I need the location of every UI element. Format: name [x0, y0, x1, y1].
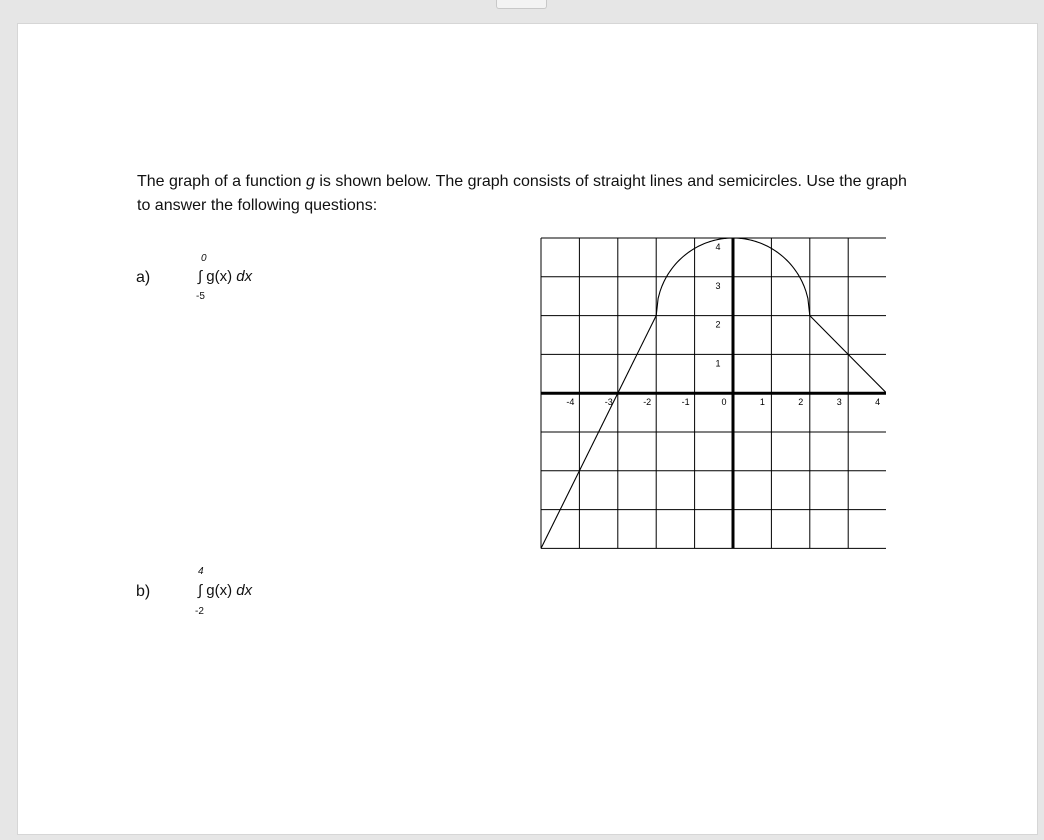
- question-b-upper-bound: 4: [198, 566, 204, 577]
- x-tick-label: 3: [836, 397, 842, 408]
- x-tick-label: -3: [604, 397, 613, 408]
- integral-sign: ∫: [198, 582, 203, 599]
- x-tick-label: -4: [566, 397, 575, 408]
- x-tick-label: 0: [721, 397, 727, 408]
- intro-text-part2: is shown below. The graph consists of straight lines and semicircles. Use the graph to answer the following questions:: [137, 173, 907, 214]
- page-tab-handle[interactable]: [496, 0, 547, 9]
- question-a-label: a): [136, 269, 151, 286]
- integrand: g(x): [206, 268, 233, 285]
- intro-text-part1: The graph of a function: [137, 173, 306, 190]
- intro-paragraph: [137, 170, 917, 218]
- question-b-lower-bound: -2: [195, 606, 204, 617]
- function-graph: [540, 237, 886, 549]
- integral-sign: ∫: [198, 268, 203, 285]
- x-tick-label: 4: [875, 397, 881, 408]
- integrand: g(x): [206, 582, 233, 599]
- differential: dx: [236, 582, 253, 599]
- x-tick-label: 1: [759, 397, 765, 408]
- x-tick-label: -2: [643, 397, 652, 408]
- y-tick-label: 3: [715, 280, 721, 291]
- x-tick-label: 2: [798, 397, 804, 408]
- y-tick-label: 2: [715, 319, 721, 330]
- question-b-integral: [198, 582, 252, 599]
- document-page: [17, 23, 1038, 835]
- question-a-lower-bound: -5: [196, 291, 205, 302]
- y-tick-label: 4: [715, 242, 721, 252]
- x-tick-label: -1: [681, 397, 690, 408]
- y-tick-label: 1: [715, 358, 721, 369]
- question-a-upper-bound: 0: [201, 253, 207, 264]
- question-a-integral: [198, 268, 252, 285]
- question-b-label: b): [136, 583, 151, 600]
- differential: dx: [236, 268, 253, 285]
- function-variable: g: [306, 173, 315, 190]
